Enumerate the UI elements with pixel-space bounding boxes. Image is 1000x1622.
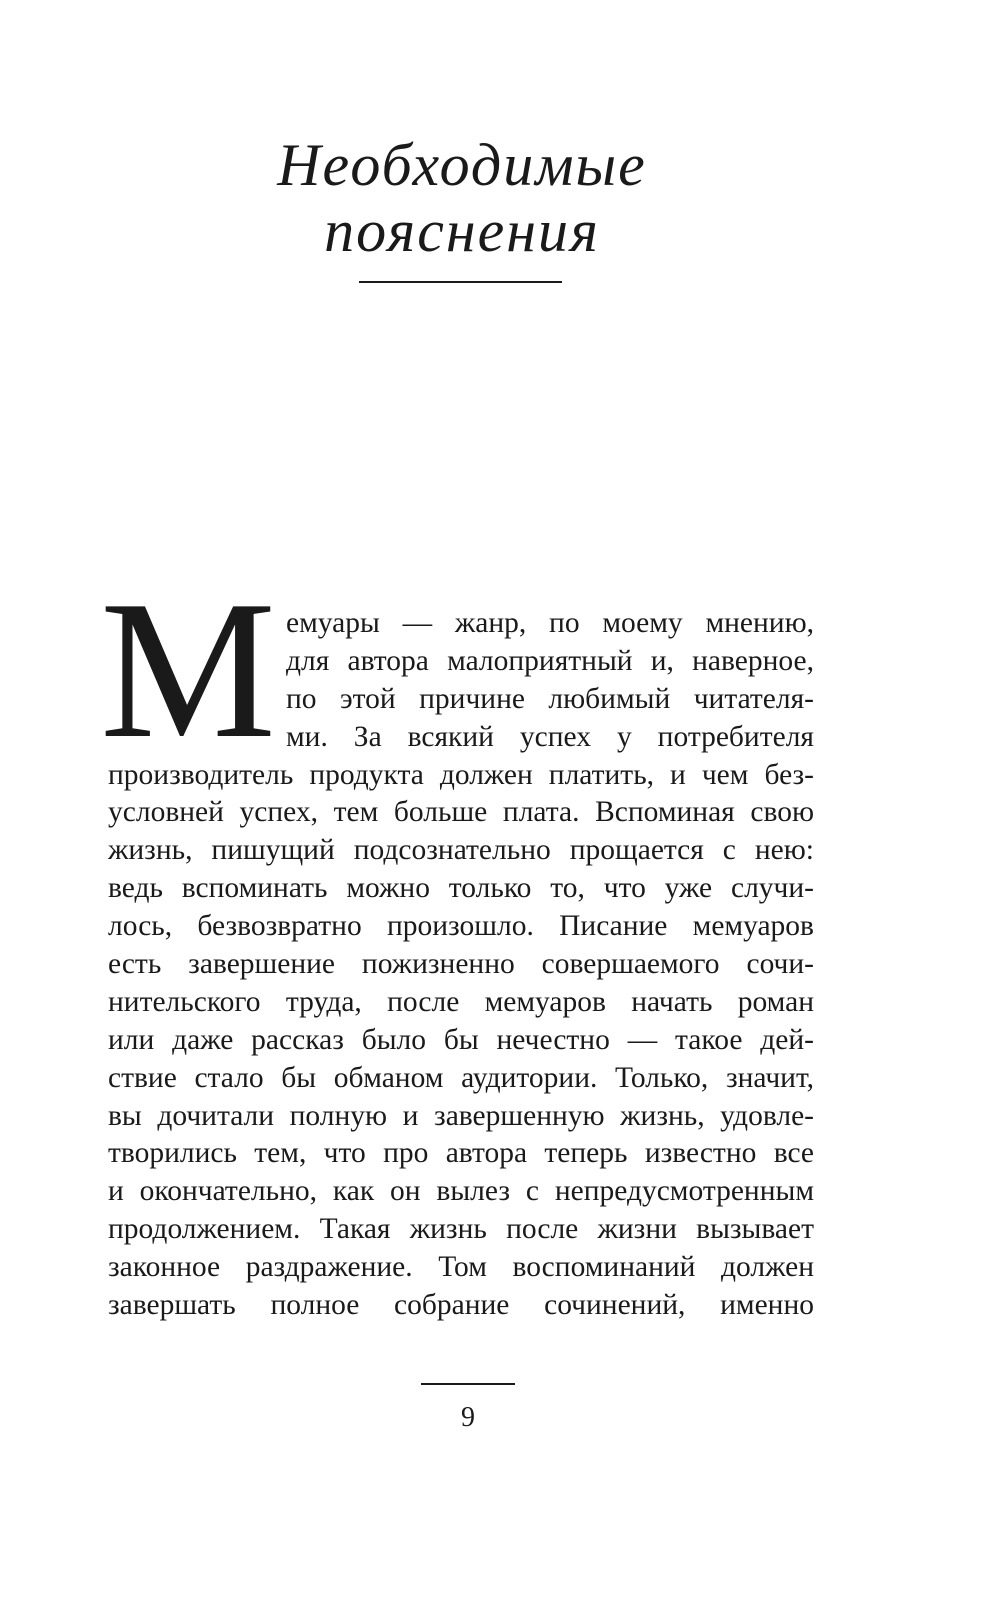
- text-line: ми. За всякий успех у потребителя: [286, 720, 814, 753]
- text-line: или даже рассказ было бы нечестно — такое дей-: [108, 1023, 814, 1056]
- text-line: и окончательно, как он вылез с непредусмотренным: [108, 1175, 814, 1208]
- page-number: 9: [461, 1402, 475, 1433]
- text-line: по этой причине любимый читателя-: [286, 682, 814, 715]
- text-line: законное раздражение. Том воспоминаний должен: [108, 1251, 814, 1284]
- footer-divider: [421, 1383, 515, 1385]
- text-line: жизнь, пишущий подсознательно прощается с нею:: [108, 834, 814, 867]
- chapter-title: [0, 132, 924, 264]
- text-line: продолжением. Такая жизнь после жизни вызывает: [108, 1213, 814, 1246]
- text-line: ведь вспоминать можно только то, что уже случи-: [108, 872, 814, 905]
- text-line: вы дочитали полную и завершенную жизнь, удовле-: [108, 1099, 814, 1132]
- text-line: творились тем, что про автора теперь известно все: [108, 1137, 814, 1170]
- chapter-title-line-2: пояснения: [324, 198, 600, 264]
- text-line: есть завершение пожизненно совершаемого сочи-: [108, 948, 814, 981]
- text-line: нительского труда, после мемуаров начать роман: [108, 985, 814, 1018]
- text-line: производитель продукта должен платить, и чем без-: [108, 758, 814, 791]
- text-line: ствие стало бы обманом аудитории. Только, значит,: [108, 1061, 814, 1094]
- title-divider: [359, 281, 562, 283]
- text-line: условней успех, тем больше плата. Вспоминая свою: [108, 796, 814, 829]
- chapter-title-line-1: Необходимые: [277, 132, 647, 198]
- drop-cap-wrapped-lines: [108, 605, 814, 757]
- text-line: лось, безвозвратно произошло. Писание мемуаров: [108, 910, 814, 943]
- text-line: для автора малоприятный и, наверное,: [286, 644, 814, 677]
- text-line: емуары — жанр, по моему мнению,: [286, 607, 814, 639]
- body-text: [108, 605, 814, 1325]
- text-line: завершать полное собрание сочинений, именно: [108, 1289, 814, 1322]
- drop-cap: М: [100, 560, 273, 779]
